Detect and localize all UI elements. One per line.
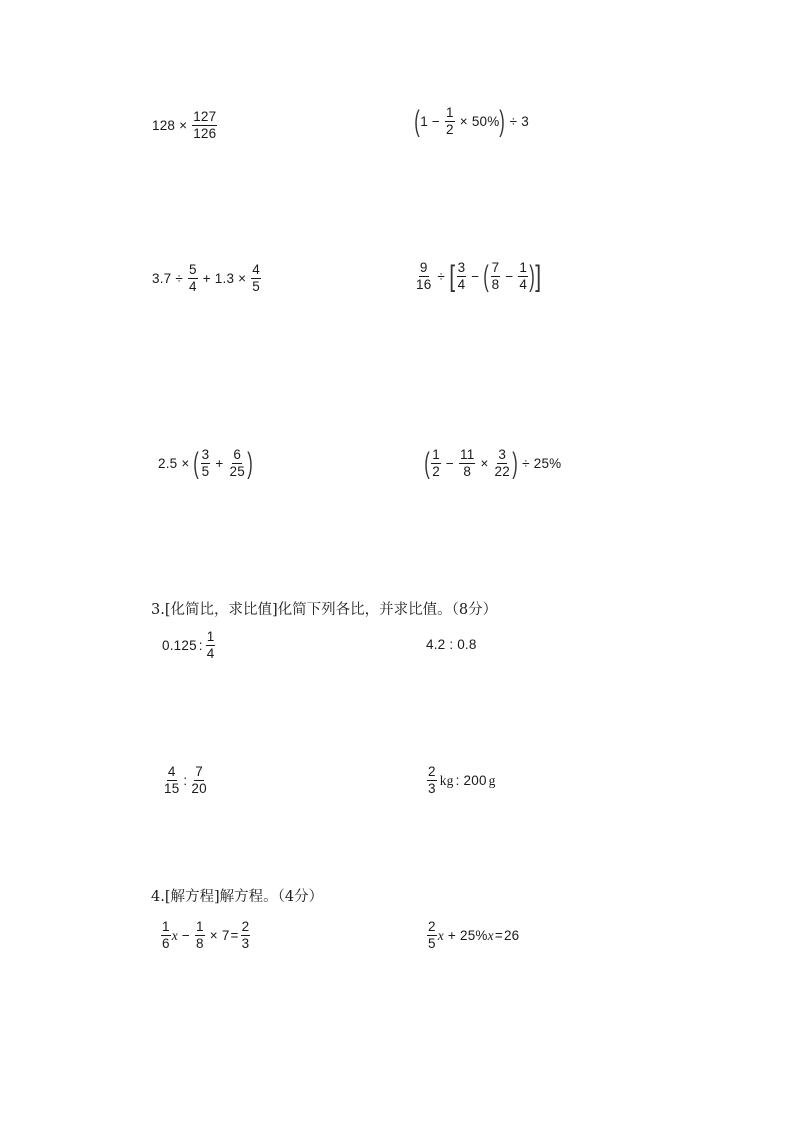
denominator: 126 — [193, 126, 217, 142]
left-paren: ( — [483, 259, 490, 293]
left-paren: ( — [193, 446, 200, 480]
numerator: 3 — [201, 448, 211, 464]
denominator: 4 — [457, 277, 466, 293]
ratio-expression-3 — [162, 765, 209, 796]
ratio-expression-1 — [162, 630, 216, 661]
minus-sign: − — [505, 269, 514, 285]
fraction — [206, 630, 216, 661]
number: 3.7 — [152, 271, 172, 287]
times-sign: × — [179, 118, 188, 134]
fraction — [192, 110, 217, 141]
number: 26 — [503, 928, 520, 944]
fraction — [457, 261, 467, 292]
denominator: 3 — [241, 936, 250, 952]
numerator: 3 — [497, 448, 507, 464]
fraction — [251, 263, 261, 294]
denominator: 5 — [252, 279, 260, 295]
minus-sign: − — [431, 114, 441, 130]
times-sign: × — [181, 456, 190, 472]
numerator: 1 — [195, 920, 205, 936]
divide-sign: ÷ — [509, 114, 518, 130]
fraction — [427, 920, 437, 951]
left-paren: ( — [424, 446, 430, 480]
number: 1.3 — [214, 271, 235, 287]
right-bracket: ] — [535, 259, 542, 293]
variable-x: x — [487, 927, 494, 943]
left-bracket: [ — [449, 259, 456, 293]
fraction — [494, 448, 511, 479]
ratio-rest: : 200 — [455, 773, 487, 789]
numerator: 4 — [167, 765, 177, 781]
denominator: 5 — [201, 464, 210, 480]
fraction — [241, 920, 251, 951]
calc-expression-3 — [152, 263, 262, 294]
fraction — [445, 106, 455, 137]
ratio-colon: : — [183, 773, 188, 789]
divide-sign: ÷ — [437, 269, 446, 285]
denominator: 16 — [416, 277, 432, 293]
numerator: 2 — [427, 765, 437, 781]
equals-sign: = — [230, 928, 239, 944]
denominator: 4 — [188, 279, 197, 295]
calc-expression-2 — [414, 106, 529, 137]
fraction — [415, 261, 432, 292]
number: 1 — [420, 114, 428, 130]
numerator: 9 — [419, 261, 429, 277]
denominator: 6 — [162, 936, 170, 952]
denominator: 4 — [519, 277, 528, 293]
section-4-heading: 4.[解方程]解方程。（4分） — [151, 889, 324, 905]
fraction — [459, 448, 475, 479]
minus-sign: − — [181, 928, 191, 944]
percent-value: 25% — [533, 456, 562, 472]
equation-1 — [160, 920, 251, 951]
ratio-colon: : — [198, 638, 203, 654]
numerator: 1 — [206, 630, 216, 646]
equation-2 — [426, 920, 519, 951]
section-3-heading: 3.[化简比，求比值]化简下列各比，并求比值。（8分） — [151, 602, 498, 618]
percent-value: 25% — [460, 928, 488, 944]
numerator: 11 — [459, 448, 475, 464]
number: 7 — [221, 928, 230, 944]
fraction — [431, 448, 441, 479]
numerator: 2 — [241, 920, 251, 936]
times-sign: × — [480, 456, 489, 472]
denominator: 8 — [491, 277, 500, 293]
numerator: 4 — [251, 263, 261, 279]
denominator: 15 — [164, 781, 180, 797]
right-paren: ) — [512, 446, 518, 480]
equals-sign: = — [494, 928, 503, 944]
calc-expression-1 — [152, 110, 218, 141]
number: 128 — [152, 118, 176, 134]
fraction — [195, 920, 205, 951]
number: 3 — [521, 114, 529, 130]
denominator: 22 — [494, 464, 510, 480]
divide-sign: ÷ — [175, 271, 183, 287]
fraction — [201, 448, 211, 479]
denominator: 8 — [463, 464, 472, 480]
plus-sign: + — [202, 271, 211, 287]
right-paren: ) — [529, 259, 536, 293]
denominator: 3 — [428, 781, 436, 797]
fraction — [427, 765, 437, 796]
plus-sign: + — [215, 456, 224, 472]
minus-sign: − — [445, 456, 455, 472]
percent-value: 50% — [471, 114, 500, 130]
numerator: 5 — [188, 263, 198, 279]
fraction — [163, 765, 180, 796]
numerator: 1 — [518, 261, 528, 277]
number: 0.125 — [162, 638, 197, 654]
number: 2.5 — [158, 456, 178, 472]
numerator: 3 — [457, 261, 467, 277]
minus-sign: − — [471, 269, 480, 285]
divide-sign: ÷ — [522, 456, 530, 472]
plus-sign: + — [447, 928, 457, 944]
fraction — [518, 261, 528, 292]
variable-x: x — [437, 927, 444, 943]
unit-kg: kg — [439, 772, 454, 788]
unit-g: g — [488, 772, 496, 788]
fraction — [190, 765, 207, 796]
numerator: 7 — [194, 765, 204, 781]
calc-expression-5 — [158, 448, 253, 479]
right-paren: ) — [247, 446, 253, 480]
denominator: 4 — [206, 646, 215, 662]
times-sign: × — [459, 114, 468, 130]
denominator: 2 — [432, 464, 440, 480]
fraction — [228, 448, 245, 479]
numerator: 7 — [491, 261, 501, 277]
denominator: 25 — [229, 464, 245, 480]
fraction — [188, 263, 198, 294]
numerator: 1 — [431, 448, 441, 464]
times-sign: × — [209, 928, 218, 944]
left-paren: ( — [414, 104, 420, 138]
ratio-expression-2 — [426, 637, 477, 652]
numerator: 6 — [232, 448, 242, 464]
numerator: 1 — [161, 920, 171, 936]
right-paren: ) — [499, 104, 506, 138]
numerator: 2 — [427, 920, 437, 936]
fraction — [491, 261, 501, 292]
variable-x: x — [171, 927, 178, 943]
ratio-text: 4.2 : 0.8 — [426, 637, 477, 652]
denominator: 5 — [428, 936, 436, 952]
denominator: 8 — [196, 936, 204, 952]
calc-expression-6 — [424, 448, 561, 479]
denominator: 20 — [191, 781, 207, 797]
numerator: 1 — [445, 106, 455, 122]
times-sign: × — [238, 271, 247, 287]
denominator: 2 — [446, 122, 454, 138]
numerator: 127 — [192, 110, 217, 126]
ratio-expression-4 — [426, 765, 498, 796]
fraction — [161, 920, 171, 951]
calc-expression-4 — [414, 261, 542, 292]
